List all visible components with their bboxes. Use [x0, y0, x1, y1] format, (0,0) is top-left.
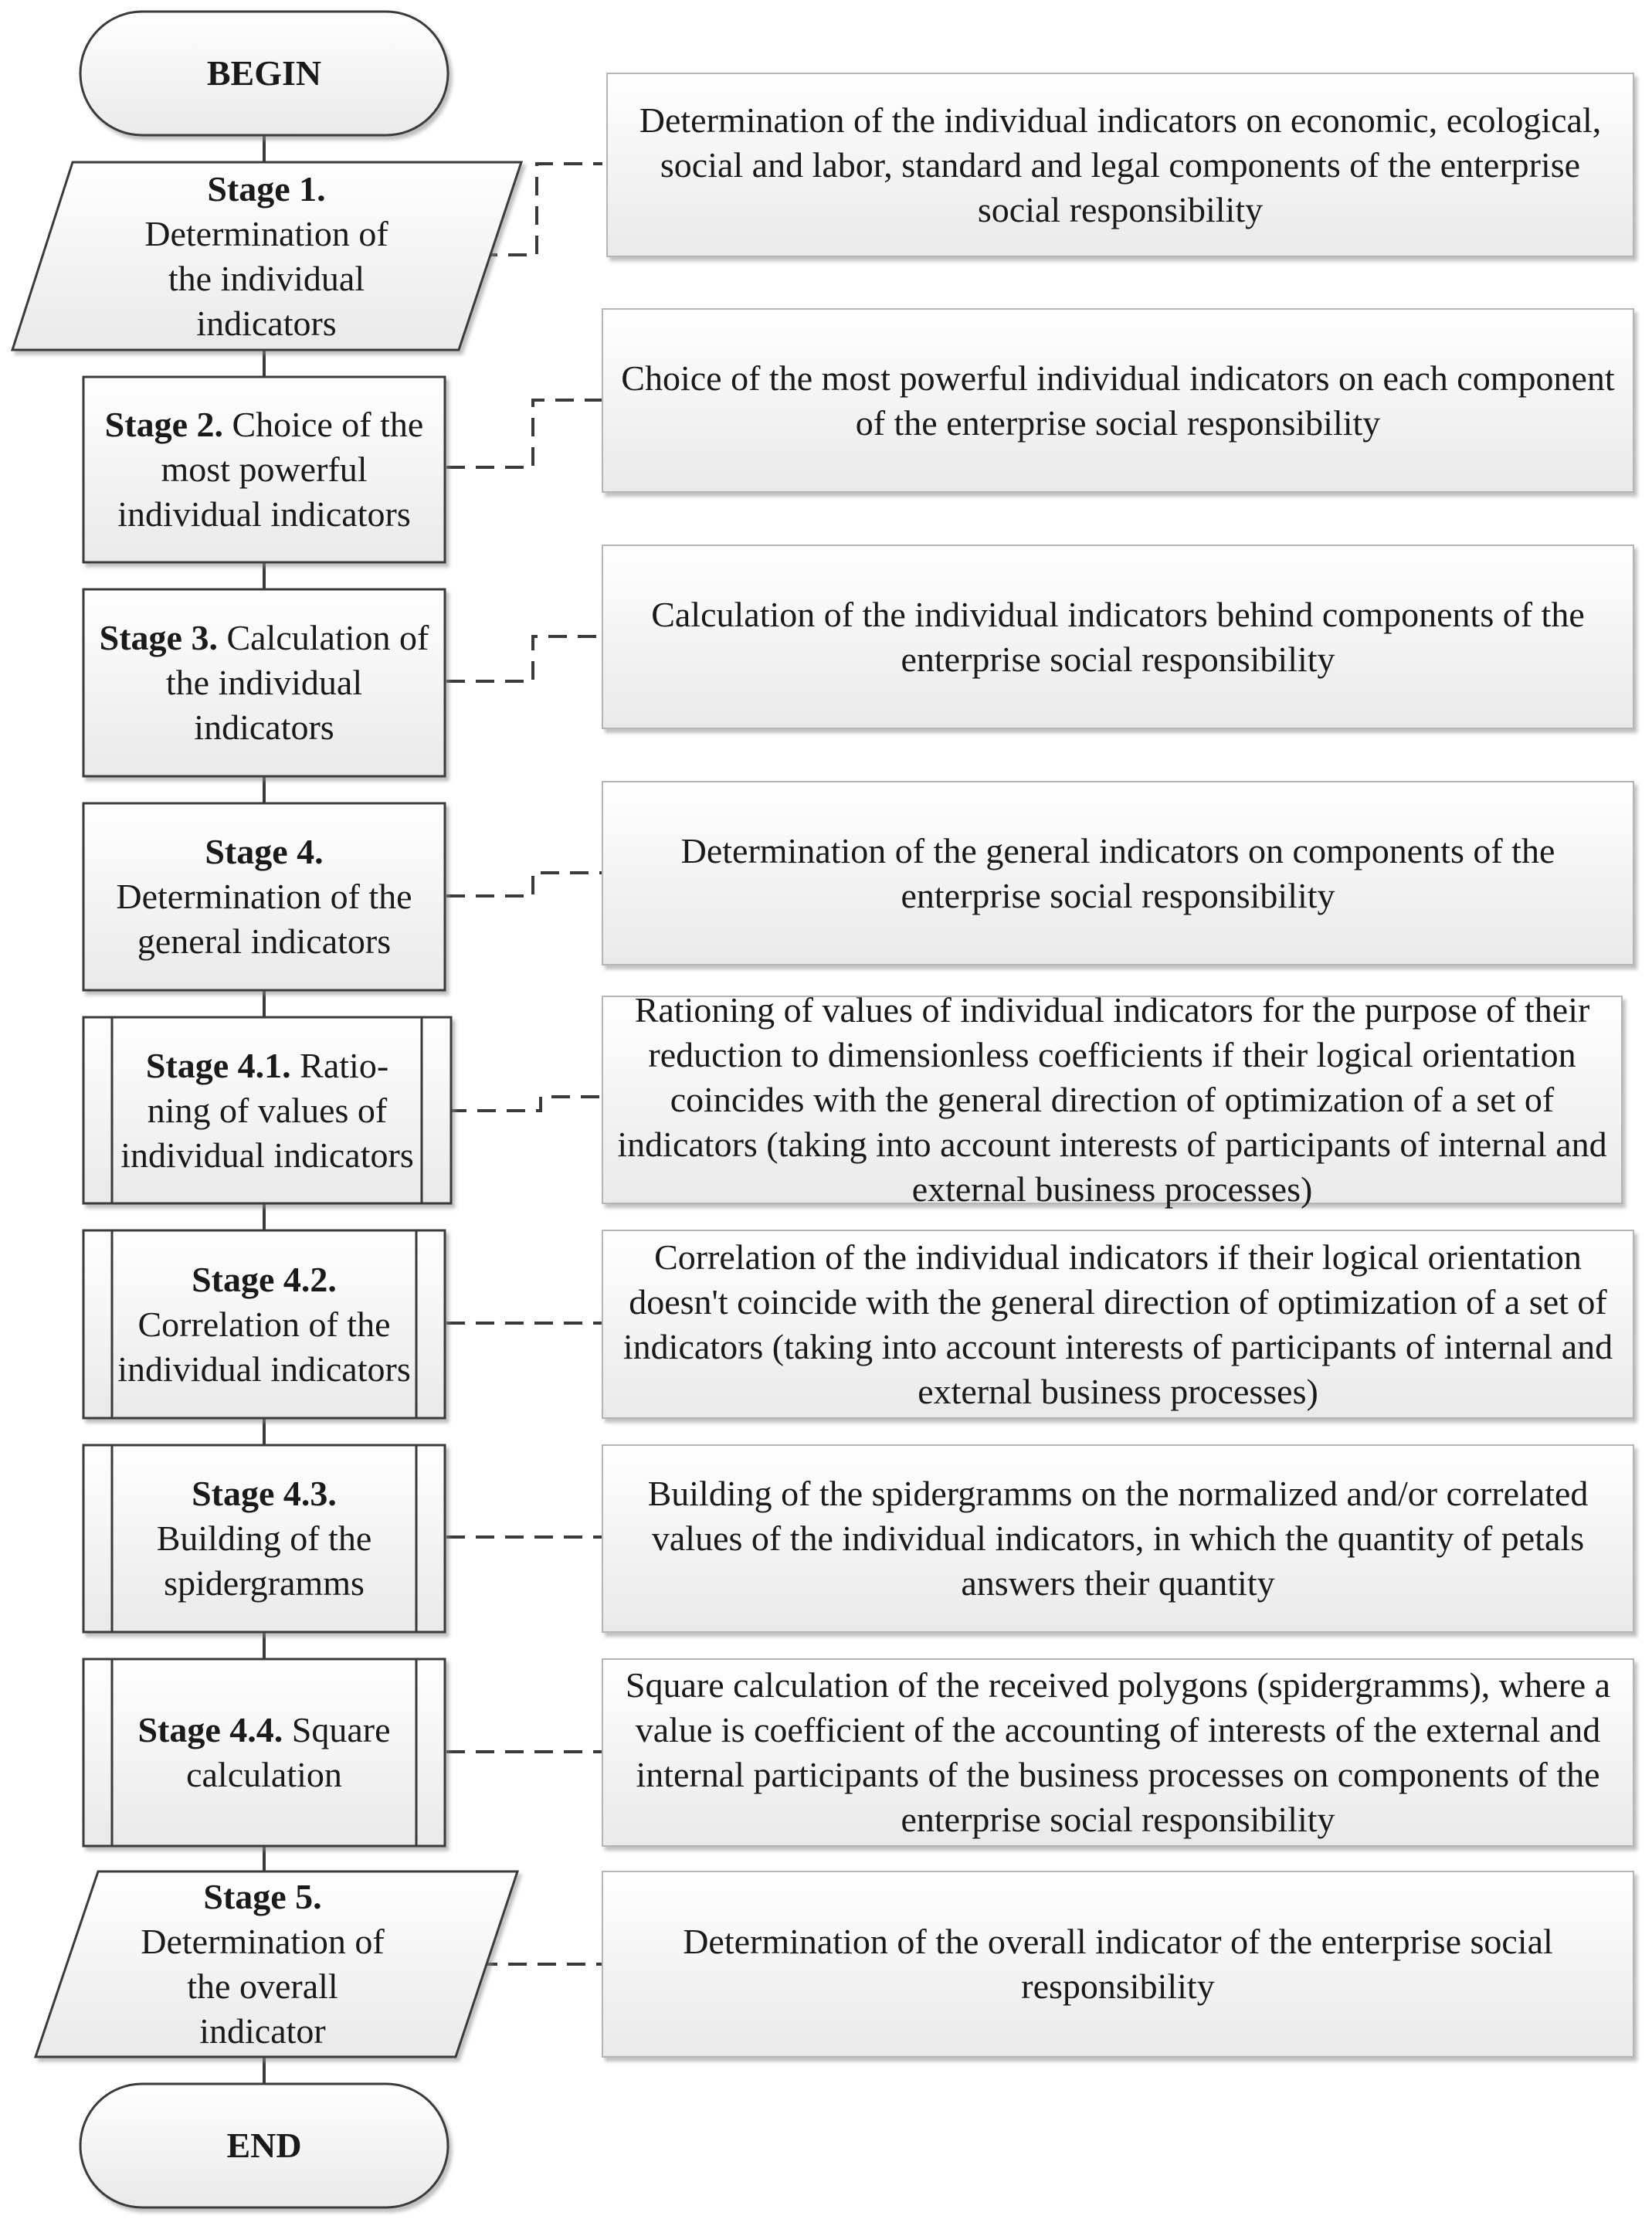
stage-4-3-node [114, 1445, 414, 1632]
stage-5-text: Determination of the overall indicator [141, 1922, 385, 2051]
annotation-connectors [446, 164, 602, 1964]
stage-1-node [108, 162, 425, 350]
stage-5-description: Determination of the overall indicator of the enterprise social responsibility [683, 1922, 1553, 2006]
stage-3-text: Calculation of the individual indicators [165, 618, 429, 747]
stage-4-1-title: Stage 4.1. [145, 1045, 291, 1085]
stage-1-description: Determination of the individual indicators on economic, ecological, social and labor, standard and legal components of the enterprise social responsibility [639, 100, 1602, 229]
begin-label: BEGIN [206, 53, 322, 93]
begin-node [80, 12, 448, 135]
stage-3-node [93, 589, 436, 776]
stage-4-3-title: Stage 4.3. [192, 1474, 337, 1513]
stage-4-2-title: Stage 4.2. [192, 1259, 337, 1299]
end-label: END [226, 2126, 302, 2165]
stage-4-3-text: Building of the spidergramms [156, 1518, 372, 1603]
stage-4-1-text: Ratio-ning of values of individual indicators [120, 1045, 414, 1175]
stage-3-title: Stage 3. [99, 618, 218, 657]
stage-4-1-node [116, 1017, 419, 1203]
stage-4-4-text: Square calculation [186, 1710, 391, 1794]
stage-1-text: Determination of the individual indicators [144, 213, 388, 343]
stage-4-4-description: Square calculation of the received polygons (spidergramms), where a value is coefficient of the accounting of interests of the external and internal participants of the business processes on components of the enterprise social responsibility [625, 1665, 1611, 1839]
stage-4-4-title: Stage 4.4. [137, 1710, 283, 1749]
stage-5-node [116, 1871, 409, 2057]
stage-3-description: Calculation of the individual indicators behind components of the enterprise social responsibility [651, 594, 1585, 679]
stage-2-text: Choice of the most powerful individual indicators [117, 405, 424, 534]
stage-4-4-node [114, 1659, 414, 1846]
stage-2-title: Stage 2. [104, 405, 223, 444]
stage-4-2-node [114, 1230, 414, 1418]
stage-4-node [93, 803, 436, 990]
stage-4-2-text: Correlation of the individual indicators [117, 1304, 411, 1389]
stage-4-title: Stage 4. [205, 832, 324, 871]
stage-4-description: Determination of the general indicators on components of the enterprise social responsibility [680, 830, 1555, 915]
stage-4-text: Determination of the general indicators [116, 877, 412, 961]
stage-2-node [93, 377, 436, 562]
stage-4-1-description: Rationing of values of individual indicators for the purpose of their reduction to dimensionless coefficients if their logical orientation coincides with the general direction of optimization of a set of indicators (taking into account interests of participants of internal and external business processes) [617, 990, 1607, 1209]
stage-4-3-description: Building of the spidergramms on the normalized and/or correlated values of the individual indicators, in which the quantity of petals answers their quantity [647, 1474, 1589, 1603]
stage-4-2-description: Correlation of the individual indicators if their logical orientation doesn't coincide with the general direction of optimization of a set of indicators (taking into account interests of participants of internal and external business processes) [622, 1237, 1613, 1411]
stage-2-description: Choice of the most powerful individual indicators on each component of the enterprise social responsibility [621, 358, 1615, 443]
end-node [80, 2084, 448, 2207]
stage-5-title: Stage 5. [203, 1877, 322, 1916]
stage-1-title: Stage 1. [207, 168, 326, 209]
